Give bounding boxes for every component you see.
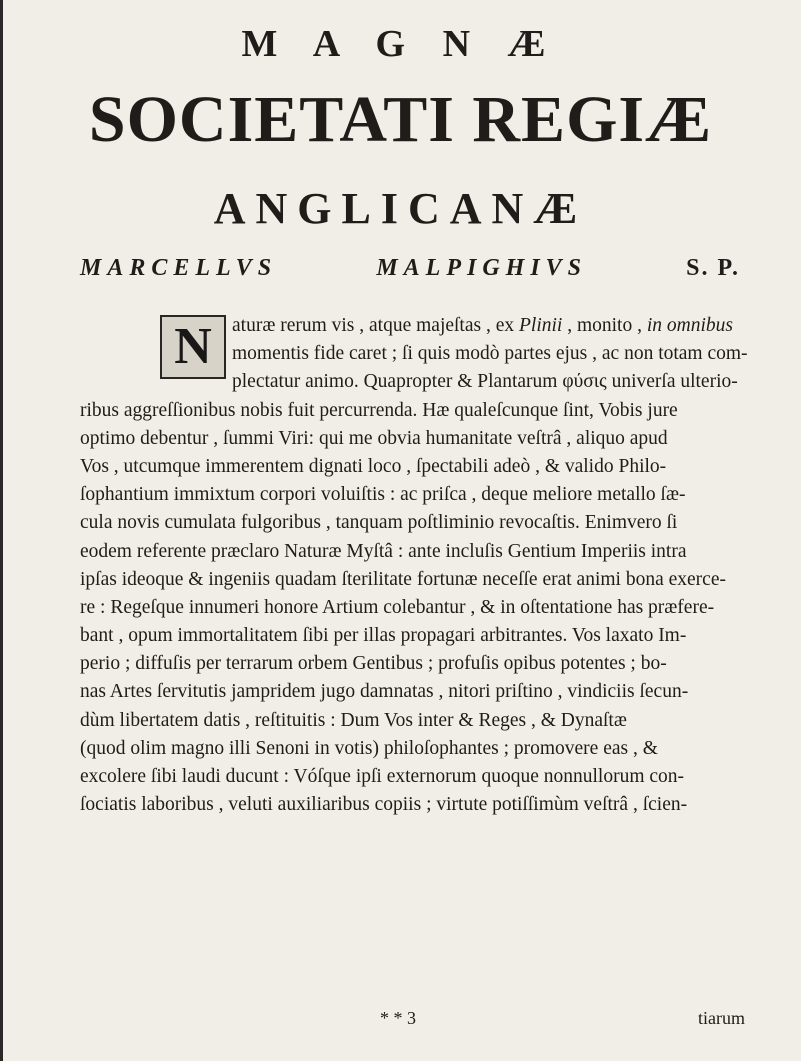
- text-line: bant , opum immortalitatem ſibi per illas propagari arbitrantes. Vos laxato Im-: [80, 625, 687, 647]
- text-line: re : Regeſque innumeri honore Artium colebantur , & in oſtentatione has præfere-: [80, 596, 715, 618]
- text-line: excolere ſibi laudi ducunt : Vóſque ipſi externorum quoque nonnullorum con-: [80, 766, 685, 787]
- initial-letter: N: [174, 318, 212, 375]
- page-edge: [0, 0, 3, 1061]
- dedication-line-3: ANGLICANÆ: [213, 184, 588, 233]
- text-line: Vos , utcumque immerentem dignati loco , ſpectabili adeò , & valido Philo-: [80, 455, 667, 477]
- text-line: (quod olim magno illi Senoni in votis) philoſophantes ; promovere eas , &: [80, 737, 658, 759]
- text-line: ribus aggreſſionibus nobis fuit percurrenda. Hæ qualeſcunque ſint, Vobis jure: [80, 399, 678, 421]
- signature-mark: * * 3: [380, 1008, 416, 1028]
- author-first-name: MARCELLVS: [80, 255, 278, 281]
- text-line: momentis fide caret ; ſi quis modò partes ejus , ac non totam com-: [232, 343, 748, 365]
- text-line: dùm libertatem datis , reſtituitis : Dum Vos inter & Reges , & Dynaſtæ: [80, 709, 627, 731]
- dedication-text: [80, 312, 800, 819]
- text-line: plectatur animo. Quapropter & Plantarum φύσις univerſa ulterio-: [232, 371, 738, 393]
- text-line: ſophantium immixtum corpori voluiſtis : ac priſca , deque meliore metallo ſæ-: [80, 484, 686, 506]
- dedication-line-1: M A G N Æ: [241, 23, 560, 65]
- page-footer: [80, 1008, 745, 1032]
- text-line: eodem referente præclaro Naturæ Myſtâ : ante incluſis Gentium Imperiis intra: [80, 540, 687, 562]
- text-line: ſociatis laboribus , veluti auxiliaribus copiis ; virtute potiſſimùm veſtrâ , ſcien-: [80, 794, 688, 816]
- author-line: [80, 255, 740, 282]
- text-line: perio ; diffuſis per terrarum orbem Gentibus ; profuſis opibus potentes ; bo-: [80, 653, 667, 675]
- text-line: ipſas ideoque & ingeniis quadam ſterilitate fortunæ neceſſe erat animi bona exerce-: [80, 568, 726, 590]
- catchword: tiarum: [698, 1008, 745, 1028]
- text-line: aturæ rerum vis , atque majeſtas , ex Plinii , monito , in omnibus: [232, 315, 733, 336]
- author-salutation: S. P.: [686, 255, 740, 281]
- dedication-line-2: SOCIETATI REGIÆ: [88, 83, 713, 156]
- text-line: optimo debentur , ſummi Viri: qui me obvia humanitate veſtrâ , aliquo apud: [80, 427, 668, 449]
- text-line: cula novis cumulata fulgoribus , tanquam poſtliminio revocaſtis. Enimvero ſi: [80, 512, 678, 534]
- author-surname: MALPIGHIVS: [376, 255, 588, 281]
- text-line: nas Artes ſervitutis jampridem jugo damnatas , nitori priſtino , vindiciis ſecun-: [80, 681, 689, 703]
